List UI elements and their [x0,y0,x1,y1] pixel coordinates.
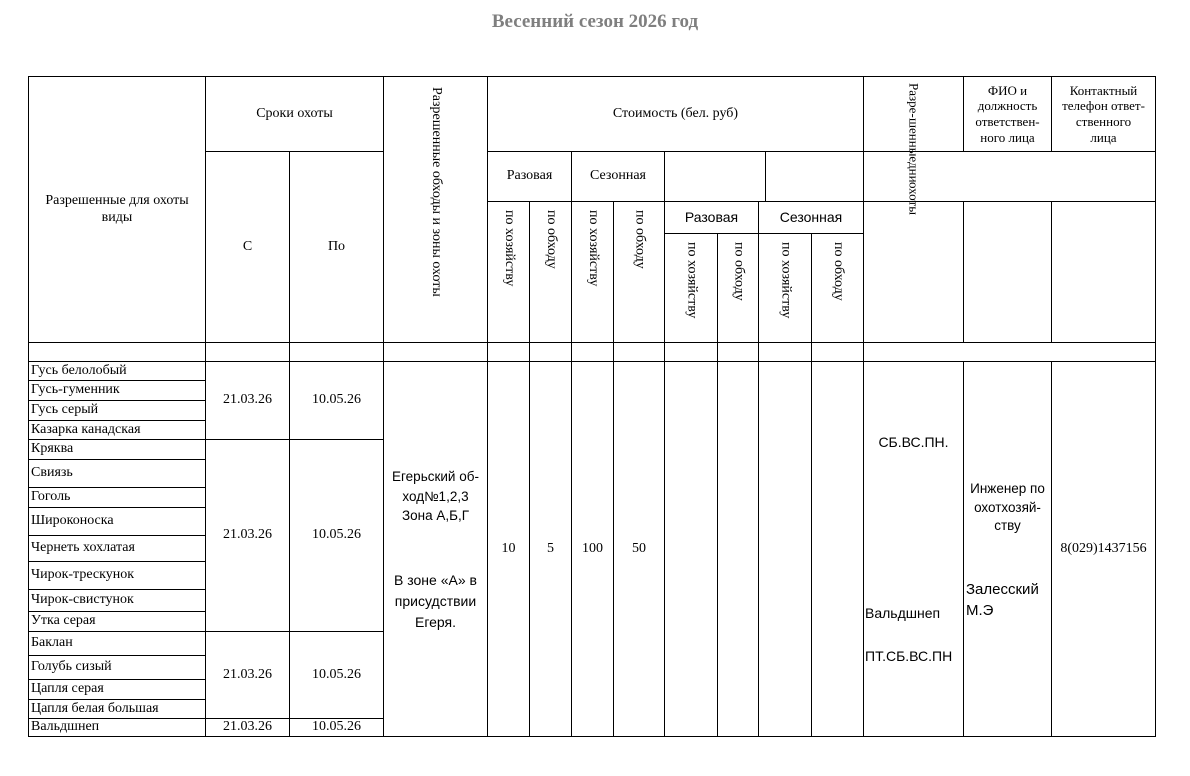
header-by-farm: по хозяйству [571,201,614,343]
spacer-cell [613,342,665,362]
price-empty [717,361,759,737]
species-row: Баклан [28,631,206,656]
price-empty [811,361,864,737]
header-responsible: ФИО и должность ответствен- ного лица [963,76,1052,152]
header-from: С [205,151,290,343]
spacer-cell [664,342,718,362]
header-one-time: Разовая [487,151,572,202]
species-row: Утка серая [28,611,206,632]
header-zones: Разрешенные обходы и зоны охоты [383,76,488,343]
price-one-time-farm: 10 [487,361,530,737]
header-period: Сроки охоты [205,76,384,152]
phone-cell: 8(029)1437156 [1051,361,1156,737]
header-blank-b [765,151,864,202]
price-seasonal-farm: 100 [571,361,614,737]
period-to: 10.05.26 [289,718,384,737]
header-by-farm: по хозяйству [664,233,718,343]
species-row: Чирок-трескунок [28,561,206,590]
header-by-farm: по хозяйству [758,233,812,343]
species-row: Цапля белая большая [28,699,206,719]
days-woodcock-label: Вальдшнеп [865,605,941,621]
spacer-cell [863,342,1156,362]
period-from: 21.03.26 [205,361,290,440]
header-days: Разре- шенные дни охоты [863,76,964,152]
spacer-cell [28,342,206,362]
species-row: Чернеть хохлатая [28,535,206,562]
header-responsible-blank [963,201,1052,343]
responsible-cell: Инженер по охотхозяй- ству Залесский М.Э [963,361,1052,737]
page-title: Весенний сезон 2026 год [491,11,699,32]
price-empty [758,361,812,737]
species-row: Гусь-гуменник [28,380,206,401]
days-general: СБ.ВС.ПН. [878,434,949,450]
period-to: 10.05.26 [289,361,384,440]
species-row: Вальдшнеп [28,718,206,737]
species-row: Казарка канадская [28,420,206,440]
price-seasonal-round: 50 [613,361,665,737]
spacer-cell [758,342,812,362]
spacer-cell [571,342,614,362]
header-phone: Контактный телефон ответ- ственного лица [1051,76,1156,152]
header-by-round: по обходу [613,201,665,343]
species-row: Гусь серый [28,400,206,421]
spacer-cell [205,342,290,362]
species-row: Гусь белолобый [28,361,206,381]
header-by-farm: по хозяйству [487,201,530,343]
header-cost: Стоимость (бел. руб) [487,76,864,152]
header-one-time: Разовая [664,201,759,234]
header-by-round: по обходу [529,201,572,343]
spacer-cell [717,342,759,362]
days-cell [863,361,964,737]
price-empty [664,361,718,737]
zones-cell: Егерьский об- ход№1,2,3 Зона А,Б,Г В зоне «А» в присудствии Егеря. [383,361,488,737]
species-row: Гоголь [28,487,206,508]
header-seasonal: Сезонная [758,201,864,234]
header-by-round: по обходу [717,233,759,343]
spacer-cell [383,342,488,362]
header-species: Разрешенные для охоты виды [28,76,206,343]
period-to: 10.05.26 [289,439,384,632]
species-row: Свиязь [28,459,206,488]
days-woodcock: ПТ.СБ.ВС.ПН [865,648,953,664]
species-row: Кряква [28,439,206,460]
spacer-cell [811,342,864,362]
spacer-cell [289,342,384,362]
spacer-cell [487,342,530,362]
header-days-blank [863,201,964,343]
period-to: 10.05.26 [289,631,384,719]
header-seasonal: Сезонная [571,151,665,202]
period-from: 21.03.26 [205,631,290,719]
period-from: 21.03.26 [205,718,290,737]
period-from: 21.03.26 [205,439,290,632]
species-row: Голубь сизый [28,655,206,680]
header-phone-blank [1051,201,1156,343]
header-to: По [289,151,384,343]
price-one-time-round: 5 [529,361,572,737]
header-blank-a [664,151,766,202]
header-by-round: по обходу [811,233,864,343]
spacer-cell [529,342,572,362]
species-row: Широконоска [28,507,206,536]
species-row: Цапля серая [28,679,206,700]
header-blank-right [863,151,1156,202]
species-row: Чирок-свистунок [28,589,206,612]
